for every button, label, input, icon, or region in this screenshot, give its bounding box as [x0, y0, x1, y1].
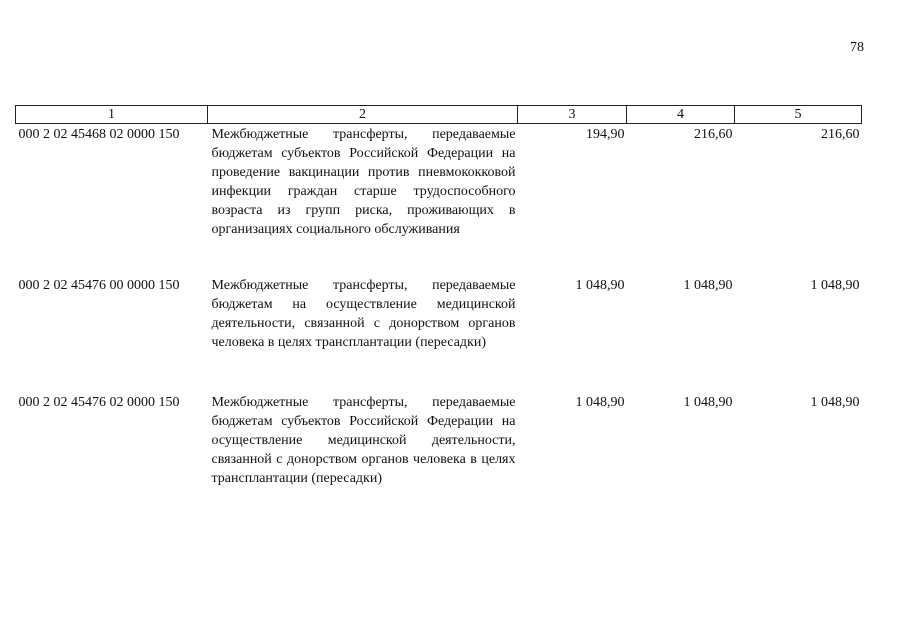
budget-code: 000 2 02 45476 00 0000 150	[18, 278, 180, 293]
amount-col5: 1 048,90	[810, 395, 860, 410]
item-description: Межбюджетные трансферты, передаваемые бюджетам на осуществление медицинской деятельности, связанной с донорством органов человека в целях трансплантации (пересадки)	[211, 278, 516, 350]
amount-col5: 216,60	[821, 127, 860, 142]
budget-table	[15, 105, 862, 488]
page-number: 78	[850, 40, 864, 55]
table-header-row	[16, 106, 862, 124]
amount-col3: 1 048,90	[575, 395, 625, 410]
column-header-5: 5	[735, 106, 862, 124]
table-row	[16, 275, 862, 392]
column-header-3: 3	[518, 106, 627, 124]
amount-col4: 1 048,90	[683, 278, 733, 293]
budget-code: 000 2 02 45468 02 0000 150	[18, 127, 180, 142]
column-header-1: 1	[16, 106, 208, 124]
table-row	[16, 124, 862, 276]
table-row	[16, 392, 862, 488]
amount-col4: 216,60	[694, 127, 733, 142]
column-header-4: 4	[627, 106, 735, 124]
amount-col3: 1 048,90	[575, 278, 625, 293]
amount-col4: 1 048,90	[683, 395, 733, 410]
column-header-2: 2	[208, 106, 518, 124]
budget-code: 000 2 02 45476 02 0000 150	[18, 395, 180, 410]
amount-col5: 1 048,90	[810, 278, 860, 293]
item-description: Межбюджетные трансферты, передаваемые бюджетам субъектов Российской Федерации на проведение вакцинации против пневмококковой инфекции граждан старше трудоспособного возраста из групп риска, проживающих в организациях социального обслуживания	[211, 127, 516, 237]
item-description: Межбюджетные трансферты, передаваемые бюджетам субъектов Российской Федерации на осуществление медицинской деятельности, связанной с донорством органов человека в целях трансплантации (пересадки)	[211, 395, 516, 486]
amount-col3: 194,90	[586, 127, 625, 142]
